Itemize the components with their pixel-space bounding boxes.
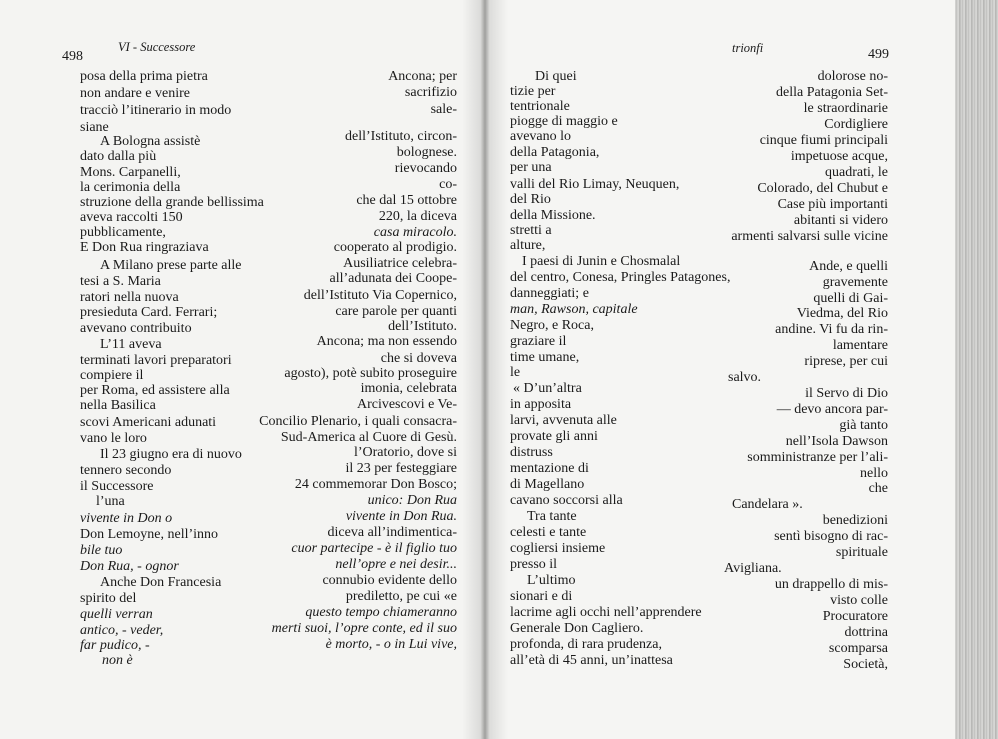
text-line: prediletto, pe cui «e bbox=[345, 589, 457, 604]
running-header-right: trionfi bbox=[732, 41, 764, 55]
text-line: 24 commemorar Don Bosco; bbox=[294, 477, 457, 492]
text-line: nell’opre e nei desir... bbox=[335, 557, 457, 572]
text-line: rievocando bbox=[394, 161, 457, 176]
text-line: questo tempo chiameranno bbox=[305, 605, 457, 620]
text-line: valli del Rio Limay, Neuquen, bbox=[510, 177, 680, 192]
text-line: del Rio bbox=[510, 192, 551, 207]
text-line: Ancona; ma non essendo bbox=[316, 334, 457, 349]
text-line: che dal 15 ottobre bbox=[356, 193, 457, 208]
text-line: « D’un’altra bbox=[513, 381, 582, 396]
text-line: dottrina bbox=[844, 625, 888, 640]
text-line: — devo ancora par- bbox=[776, 402, 888, 417]
text-line: Generale Don Cagliero. bbox=[510, 621, 644, 636]
text-line: del centro, Conesa, Pringles Patagones, bbox=[510, 270, 731, 285]
text-line: spirituale bbox=[835, 545, 888, 560]
text-line: per Roma, ed assistere alla bbox=[80, 383, 230, 398]
text-line: sale- bbox=[430, 102, 457, 117]
text-line: lamentare bbox=[832, 338, 888, 353]
text-line: all’adunata dei Coope- bbox=[329, 271, 457, 286]
text-line: scomparsa bbox=[828, 641, 888, 656]
text-line: avevano lo bbox=[510, 129, 572, 144]
text-line: Negro, e Roca, bbox=[510, 318, 594, 333]
text-line: non è bbox=[102, 653, 133, 668]
text-line: visto colle bbox=[830, 593, 888, 608]
text-line: Viedma, del Rio bbox=[796, 306, 888, 321]
text-line: il Servo di Dio bbox=[805, 386, 888, 401]
text-line: della Missione. bbox=[510, 208, 596, 223]
text-line: bolognese. bbox=[396, 145, 457, 160]
text-line: larvi, avvenuta alle bbox=[510, 413, 617, 428]
text-line: antico, - veder, bbox=[80, 623, 164, 638]
text-line: danneggiati; e bbox=[510, 286, 589, 301]
text-line: alture, bbox=[510, 238, 546, 253]
text-line: Colorado, del Chubut e bbox=[757, 181, 888, 196]
text-line: Arcivescovi e Ve- bbox=[356, 397, 457, 412]
text-line: della Patagonia, bbox=[510, 145, 600, 160]
text-line: celesti e tante bbox=[510, 525, 587, 540]
text-line: che si doveva bbox=[380, 351, 457, 366]
text-line: Sud-America al Cuore di Gesù. bbox=[280, 430, 457, 445]
text-line: gravemente bbox=[822, 275, 888, 290]
text-line: mentazione di bbox=[510, 461, 589, 476]
text-line: avevano contribuito bbox=[80, 321, 192, 336]
text-line: della Patagonia Set- bbox=[776, 85, 888, 100]
text-line: compiere il bbox=[80, 368, 144, 383]
text-line: A Milano prese parte alle bbox=[100, 258, 242, 273]
text-line: nello bbox=[860, 466, 888, 481]
text-line: I paesi di Junin e Chosmalal bbox=[522, 254, 681, 269]
text-line: tracciò l’itinerario in modo bbox=[80, 103, 232, 118]
text-line: care parole per quanti bbox=[335, 304, 457, 319]
text-line: dell’Istituto. bbox=[388, 319, 457, 334]
text-line: piogge di maggio e bbox=[510, 114, 618, 129]
text-line: Don Lemoyne, nell’inno bbox=[80, 527, 219, 542]
text-line: agosto), potè subito proseguire bbox=[284, 366, 457, 381]
text-line: quelli di Gai- bbox=[813, 291, 888, 306]
text-line: man, Rawson, capitale bbox=[510, 302, 638, 317]
text-line: pubblicamente, bbox=[80, 225, 166, 240]
text-line: terminati lavori preparatori bbox=[80, 353, 232, 368]
text-line: 220, la diceva bbox=[378, 209, 457, 224]
text-line: posa della prima pietra bbox=[80, 69, 208, 84]
text-line: presieduta Card. Ferrari; bbox=[80, 305, 218, 320]
text-line: vivente in Don o bbox=[80, 511, 173, 526]
text-line: salvo. bbox=[728, 370, 762, 385]
text-line: unico: Don Rua bbox=[367, 493, 457, 508]
text-line: non andare e venire bbox=[80, 86, 190, 101]
text-line: Società, bbox=[843, 657, 888, 672]
text-line: per una bbox=[510, 160, 552, 175]
text-line: distruss bbox=[510, 445, 553, 460]
text-line: il Successore bbox=[80, 479, 154, 494]
text-line: Il 23 giugno era di nuovo bbox=[100, 447, 242, 462]
text-line: tizie per bbox=[510, 84, 556, 99]
text-line: Tra tante bbox=[527, 509, 577, 524]
text-line: aveva raccolti 150 bbox=[80, 210, 183, 225]
text-line: cuor partecipe - è il figlio tuo bbox=[291, 541, 457, 556]
text-line: casa miracolo. bbox=[373, 225, 457, 240]
text-line: presso il bbox=[510, 557, 558, 572]
text-line: cooperato al prodigio. bbox=[333, 240, 457, 255]
text-line: Cordigliere bbox=[824, 117, 888, 132]
text-line: che bbox=[868, 481, 888, 496]
text-line: Concilio Plenario, i quali consacra- bbox=[259, 414, 457, 429]
text-line: cogliersi insieme bbox=[510, 541, 606, 556]
text-line: co- bbox=[439, 177, 457, 192]
text-line: armenti salvarsi sulle vicine bbox=[731, 229, 888, 244]
book-gutter bbox=[462, 0, 508, 739]
text-line: è morto, - o in Lui vive, bbox=[325, 637, 457, 652]
text-line: Anche Don Francesia bbox=[100, 575, 222, 590]
text-line: riprese, per cui bbox=[804, 354, 888, 369]
text-line: quelli verran bbox=[80, 607, 153, 622]
text-line: E Don Rua ringraziava bbox=[80, 240, 209, 255]
text-line: Ancona; per bbox=[388, 69, 457, 84]
page-number-left: 498 bbox=[62, 49, 83, 64]
text-line: sionari e di bbox=[510, 589, 573, 604]
text-line: L’ultimo bbox=[527, 573, 576, 588]
text-line: L’11 aveva bbox=[100, 337, 162, 352]
text-line: Procuratore bbox=[822, 609, 888, 624]
text-line: profonda, di rara prudenza, bbox=[510, 637, 662, 652]
text-line: struzione della grande bellissima bbox=[80, 195, 264, 210]
text-line: tesi a S. Maria bbox=[80, 274, 161, 289]
text-line: sacrifizio bbox=[404, 85, 457, 100]
text-line: vano le loro bbox=[80, 431, 147, 446]
text-line: tentrionale bbox=[510, 99, 570, 114]
page-number-right: 499 bbox=[868, 47, 889, 62]
text-line: Ande, e quelli bbox=[809, 259, 888, 274]
text-line: andine. Vi fu da rin- bbox=[775, 322, 888, 337]
text-line: dolorose no- bbox=[817, 69, 888, 84]
text-line: scovi Americani adunati bbox=[80, 415, 217, 430]
running-header-left: VI - Successore bbox=[118, 40, 196, 54]
text-line: sentì bisogno di rac- bbox=[774, 529, 888, 544]
text-line: dell’Istituto, circon- bbox=[345, 129, 457, 144]
text-line: graziare il bbox=[510, 334, 567, 349]
text-line: abitanti si videro bbox=[793, 213, 888, 228]
text-line: benedizioni bbox=[822, 513, 888, 528]
text-line: merti suoi, l’opre conte, ed il suo bbox=[271, 621, 457, 636]
text-line: A Bologna assistè bbox=[100, 134, 201, 149]
text-line: il 23 per festeggiare bbox=[345, 461, 457, 476]
text-line: Don Rua, - ognor bbox=[80, 559, 179, 574]
text-line: bile tuo bbox=[80, 543, 123, 558]
text-line: far pudico, - bbox=[80, 638, 150, 653]
text-line: provate gli anni bbox=[510, 429, 598, 444]
text-line: dato dalla più bbox=[80, 149, 157, 164]
text-line: time umane, bbox=[510, 350, 580, 365]
text-line: cavano soccorsi alla bbox=[510, 493, 623, 508]
text-line: spirito del bbox=[80, 591, 137, 606]
text-line: quadrati, le bbox=[825, 165, 888, 180]
text-line: Avigliana. bbox=[724, 561, 782, 576]
text-line: cinque fiumi principali bbox=[759, 133, 888, 148]
text-line: l’Oratorio, dove si bbox=[353, 445, 457, 460]
text-line: impetuose acque, bbox=[790, 149, 888, 164]
text-line: tennero secondo bbox=[80, 463, 172, 478]
text-line: all’età di 45 anni, un’inattesa bbox=[510, 653, 673, 668]
text-line: Candelara ». bbox=[732, 497, 803, 512]
text-line: imonia, celebrata bbox=[360, 381, 457, 396]
page-edges bbox=[955, 0, 998, 739]
text-line: nella Basilica bbox=[80, 398, 156, 413]
text-line: ratori nella nuova bbox=[80, 290, 179, 305]
text-line: di Magellano bbox=[510, 477, 585, 492]
text-line: Mons. Carpanelli, bbox=[80, 165, 181, 180]
text-line: dell’Istituto Via Copernico, bbox=[303, 288, 457, 303]
text-line: stretti a bbox=[510, 223, 552, 238]
text-line: Di quei bbox=[535, 69, 577, 84]
text-line: già tanto bbox=[839, 418, 888, 433]
text-line: un drappello di mis- bbox=[774, 577, 888, 592]
text-line: Case più importanti bbox=[777, 197, 888, 212]
text-line: diceva all’indimentica- bbox=[327, 525, 457, 540]
text-line: Ausiliatrice celebra- bbox=[343, 256, 457, 271]
text-line: nell’Isola Dawson bbox=[785, 434, 888, 449]
text-line: connubio evidente dello bbox=[322, 573, 457, 588]
text-line: in apposita bbox=[510, 397, 572, 412]
text-line: l’una bbox=[96, 494, 125, 509]
text-line: le straordinarie bbox=[803, 101, 888, 116]
text-line: lacrime agli occhi nell’apprendere bbox=[510, 605, 702, 620]
text-line: la cerimonia della bbox=[80, 180, 181, 195]
text-line: le bbox=[510, 365, 521, 380]
text-line: siane bbox=[80, 120, 109, 135]
text-line: vivente in Don Rua. bbox=[345, 509, 457, 524]
text-line: somministranze per l’ali- bbox=[747, 450, 888, 465]
